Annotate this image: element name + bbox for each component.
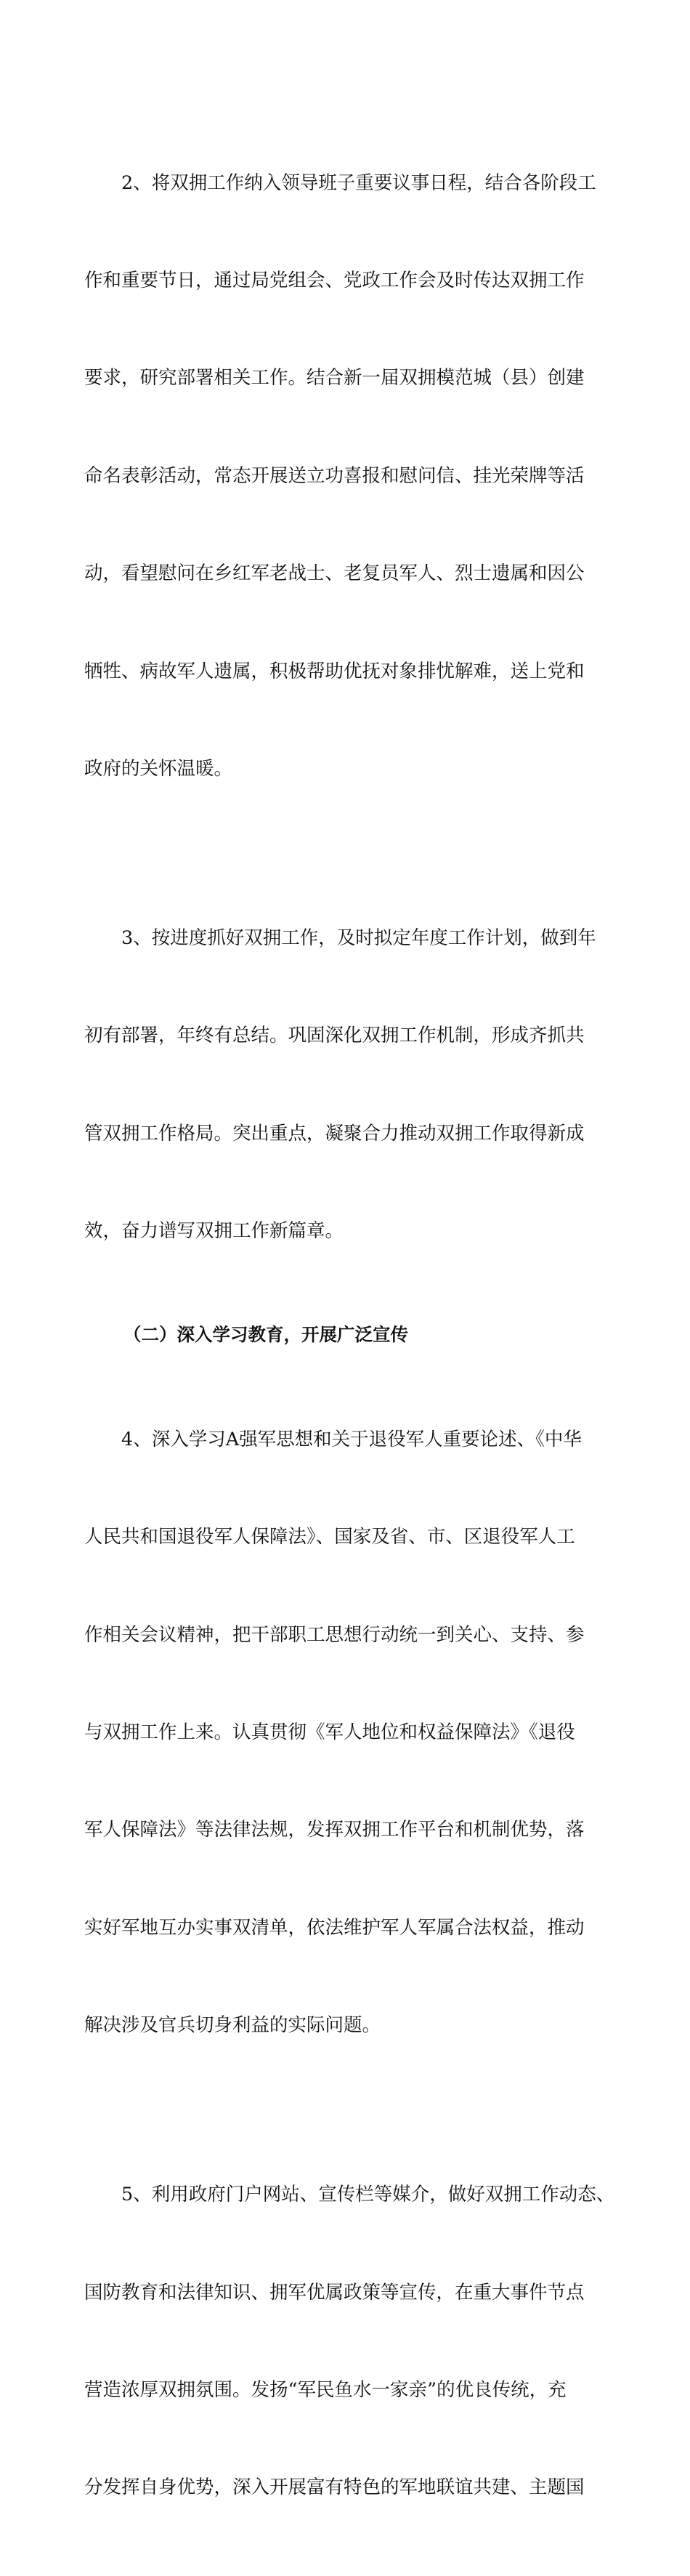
- text-line: 国防教育和法律知识、拥军优属政策等宣传，在重大事件节点: [84, 2281, 585, 2304]
- text-line: 要求，研究部署相关工作。结合新一届双拥模范城（县）创建: [84, 367, 585, 389]
- text-line: 军人保障法》等法律法规，发挥双拥工作平台和机制优势，落: [84, 1819, 585, 1841]
- text-line: 政府的关怀温暖。: [84, 757, 233, 780]
- text-line: 管双拥工作格局。突出重点，凝聚合力推动双拥工作取得新成: [84, 1122, 585, 1144]
- text-line: 解决涉及官兵切身利益的实际问题。: [84, 2014, 381, 2037]
- text-line: 作相关会议精神，把干部职工思想行动统一到关心、支持、参: [84, 1623, 585, 1646]
- text-line: 牺牲、病故军人遗属，积极帮助优抚对象排忧解难，送上党和: [84, 660, 585, 682]
- text-line: 4、深入学习A强军思想和关于退役军人重要论述、《中华: [121, 1428, 582, 1450]
- text-line: 动，看望慰问在乡红军老战士、老复员军人、烈士遗属和因公: [84, 562, 585, 585]
- text-line: 人民共和国退役军人保障法》、国家及省、市、区退役军人工: [84, 1526, 575, 1549]
- text-line: 作和重要节日，通过局党组会、党政工作会及时传达双拥工作: [84, 269, 585, 291]
- section-heading: （二）深入学习教育，开展广泛宣传: [123, 1324, 408, 1346]
- text-line: 5、利用政府门户网站、宣传栏等媒介，做好双拥工作动态、: [121, 2184, 615, 2206]
- text-line: 初有部署，年终有总结。巩固深化双拥工作机制，形成齐抓共: [84, 1025, 585, 1047]
- text-line: 与双拥工作上来。认真贯彻《军人地位和权益保障法》《退役: [84, 1721, 575, 1744]
- paragraph-item-5: [84, 2114, 615, 2569]
- paragraph-item-3: [84, 857, 598, 1312]
- text-line: 2、将双拥工作纳入领导班子重要议事日程，结合各阶段工: [121, 171, 596, 194]
- text-line: 营造浓厚双拥氛围。发扬“军民鱼水一家亲”的优良传统，充: [84, 2378, 567, 2401]
- text-line: 分发挥自身优势，深入开展富有特色的军地联谊共建、主题国: [84, 2476, 585, 2499]
- text-line: 实好军地互办实事双清单，依法维护军人军属合法权益，推动: [84, 1916, 585, 1939]
- paragraph-item-4: [84, 1358, 598, 2107]
- text-line: 命名表彰活动，常态开展送立功喜报和慰问信、挂光荣牌等活: [84, 464, 585, 487]
- text-line: 效，奋力谱写双拥工作新篇章。: [84, 1220, 344, 1243]
- paragraph-item-2: [84, 102, 598, 850]
- text-line: 3、按进度抓好双拥工作，及时拟定年度工作计划，做到年: [121, 926, 596, 949]
- document-page: [84, 102, 615, 2576]
